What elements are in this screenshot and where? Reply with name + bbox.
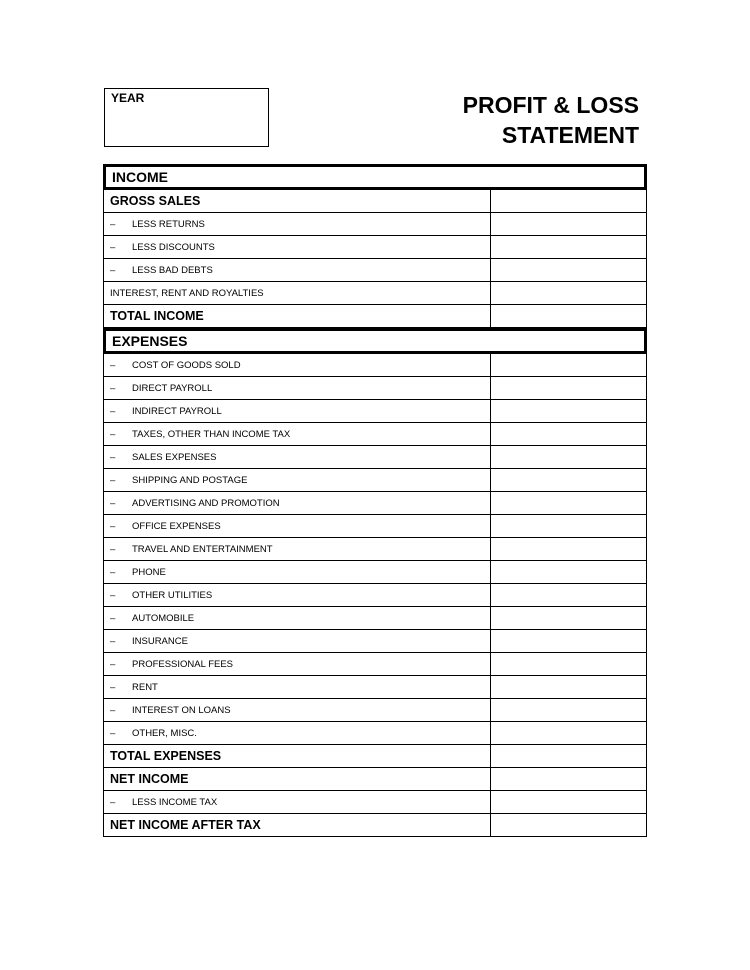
- row-label: COST OF GOODS SOLD: [132, 359, 241, 371]
- dash-bullet: –: [110, 681, 116, 693]
- dash-bullet: –: [110, 428, 116, 440]
- dash-bullet: –: [110, 474, 116, 486]
- expenses-heading: EXPENSES: [103, 328, 647, 354]
- dash-bullet: –: [110, 218, 116, 230]
- amount-field[interactable]: [491, 722, 646, 744]
- dash-bullet: –: [110, 727, 116, 739]
- table-row: [103, 653, 647, 676]
- table-row: [103, 699, 647, 722]
- dash-bullet: –: [110, 405, 116, 417]
- amount-field[interactable]: [491, 538, 646, 560]
- row-label: INDIRECT PAYROLL: [132, 405, 222, 417]
- amount-field[interactable]: [491, 561, 646, 583]
- income-rows: [103, 190, 647, 328]
- row-label: GROSS SALES: [110, 194, 201, 208]
- row-label-cell: [104, 676, 491, 698]
- dash-bullet: –: [110, 241, 116, 253]
- page-title: [463, 90, 639, 150]
- dash-bullet: –: [110, 451, 116, 463]
- dash-bullet: –: [110, 704, 116, 716]
- year-box[interactable]: [104, 88, 269, 147]
- amount-field[interactable]: [491, 492, 646, 514]
- row-label: INSURANCE: [132, 635, 188, 647]
- table-row: [103, 236, 647, 259]
- row-label: TOTAL EXPENSES: [110, 749, 222, 763]
- title-line-1: PROFIT & LOSS: [462, 92, 639, 118]
- row-label-cell: [104, 190, 491, 212]
- row-label: INTEREST ON LOANS: [132, 704, 231, 716]
- row-label-cell: [104, 354, 491, 376]
- amount-field[interactable]: [491, 354, 646, 376]
- dash-bullet: –: [110, 497, 116, 509]
- row-label: LESS BAD DEBTS: [132, 264, 213, 276]
- row-label: OTHER UTILITIES: [132, 589, 213, 601]
- row-label: AUTOMOBILE: [132, 612, 195, 624]
- amount-field[interactable]: [491, 213, 646, 235]
- amount-field[interactable]: [491, 400, 646, 422]
- table-row: [103, 722, 647, 745]
- table-row: [103, 607, 647, 630]
- row-label-cell: [104, 607, 491, 629]
- row-label-cell: [104, 538, 491, 560]
- table-row: [103, 282, 647, 305]
- dash-bullet: –: [110, 566, 116, 578]
- row-label: LESS RETURNS: [132, 218, 205, 230]
- row-label-cell: [104, 745, 491, 767]
- table-row: [103, 354, 647, 377]
- table-row: [103, 446, 647, 469]
- row-label-cell: [104, 584, 491, 606]
- row-label-cell: [104, 305, 491, 327]
- amount-field[interactable]: [491, 446, 646, 468]
- table-row: [103, 259, 647, 282]
- amount-field[interactable]: [491, 607, 646, 629]
- amount-field[interactable]: [491, 584, 646, 606]
- title-line-2: STATEMENT: [501, 122, 639, 148]
- expense-rows: [103, 354, 647, 837]
- table-row: [103, 190, 647, 213]
- row-label: INTEREST, RENT AND ROYALTIES: [110, 287, 264, 299]
- amount-field[interactable]: [491, 236, 646, 258]
- row-label-cell: [104, 213, 491, 235]
- amount-field[interactable]: [491, 377, 646, 399]
- table-row: [103, 584, 647, 607]
- row-label-cell: [104, 630, 491, 652]
- table-row: [103, 469, 647, 492]
- row-label: TOTAL INCOME: [110, 309, 204, 323]
- row-label: SHIPPING AND POSTAGE: [132, 474, 248, 486]
- amount-field[interactable]: [491, 791, 646, 813]
- table-row: [103, 630, 647, 653]
- table-row: [103, 538, 647, 561]
- amount-field[interactable]: [491, 630, 646, 652]
- row-label-cell: [104, 561, 491, 583]
- row-label: RENT: [132, 681, 158, 693]
- row-label: LESS DISCOUNTS: [132, 241, 215, 253]
- amount-field[interactable]: [491, 515, 646, 537]
- row-label-cell: [104, 722, 491, 744]
- row-label-cell: [104, 699, 491, 721]
- table-row: [103, 676, 647, 699]
- amount-field[interactable]: [491, 423, 646, 445]
- row-label-cell: [104, 653, 491, 675]
- amount-field[interactable]: [491, 676, 646, 698]
- amount-field[interactable]: [491, 699, 646, 721]
- row-label: TAXES, OTHER THAN INCOME TAX: [132, 428, 291, 440]
- table-row: [103, 377, 647, 400]
- amount-field[interactable]: [491, 190, 646, 212]
- dash-bullet: –: [110, 796, 116, 808]
- dash-bullet: –: [110, 658, 116, 670]
- row-label: SALES EXPENSES: [132, 451, 217, 463]
- table-row: [103, 492, 647, 515]
- row-label-cell: [104, 377, 491, 399]
- table-row: [103, 305, 647, 328]
- dash-bullet: –: [110, 543, 116, 555]
- table-row: [103, 515, 647, 538]
- amount-field[interactable]: [491, 282, 646, 304]
- row-label: NET INCOME AFTER TAX: [110, 818, 261, 832]
- table-row: [103, 814, 647, 837]
- table-row: [103, 791, 647, 814]
- table-row: [103, 561, 647, 584]
- row-label: DIRECT PAYROLL: [132, 382, 213, 394]
- dash-bullet: –: [110, 264, 116, 276]
- amount-field[interactable]: [491, 814, 646, 836]
- amount-field[interactable]: [491, 745, 646, 767]
- row-label-cell: [104, 492, 491, 514]
- amount-field[interactable]: [491, 653, 646, 675]
- row-label-cell: [104, 768, 491, 790]
- amount-field[interactable]: [491, 259, 646, 281]
- row-label: NET INCOME: [110, 772, 189, 786]
- dash-bullet: –: [110, 520, 116, 532]
- row-label: OFFICE EXPENSES: [132, 520, 221, 532]
- statement-sheet: [103, 164, 647, 837]
- row-label-cell: [104, 259, 491, 281]
- row-label-cell: [104, 423, 491, 445]
- table-row: [103, 213, 647, 236]
- row-label-cell: [104, 282, 491, 304]
- row-label-cell: [104, 400, 491, 422]
- amount-field[interactable]: [491, 305, 646, 327]
- row-label: PROFESSIONAL FEES: [132, 658, 234, 670]
- table-row: [103, 423, 647, 446]
- row-label-cell: [104, 814, 491, 836]
- row-label: TRAVEL AND ENTERTAINMENT: [132, 543, 273, 555]
- row-label-cell: [104, 236, 491, 258]
- row-label-cell: [104, 469, 491, 491]
- table-row: [103, 768, 647, 791]
- dash-bullet: –: [110, 589, 116, 601]
- row-label: OTHER, MISC.: [132, 727, 197, 739]
- dash-bullet: –: [110, 612, 116, 624]
- row-label-cell: [104, 515, 491, 537]
- year-label: YEAR: [111, 91, 145, 105]
- row-label: LESS INCOME TAX: [132, 796, 218, 808]
- row-label-cell: [104, 791, 491, 813]
- dash-bullet: –: [110, 635, 116, 647]
- income-heading: INCOME: [103, 164, 647, 190]
- table-row: [103, 745, 647, 768]
- amount-field[interactable]: [491, 469, 646, 491]
- row-label-cell: [104, 446, 491, 468]
- row-label: ADVERTISING AND PROMOTION: [132, 497, 280, 509]
- amount-field[interactable]: [491, 768, 646, 790]
- row-label: PHONE: [132, 566, 166, 578]
- dash-bullet: –: [110, 359, 116, 371]
- dash-bullet: –: [110, 382, 116, 394]
- table-row: [103, 400, 647, 423]
